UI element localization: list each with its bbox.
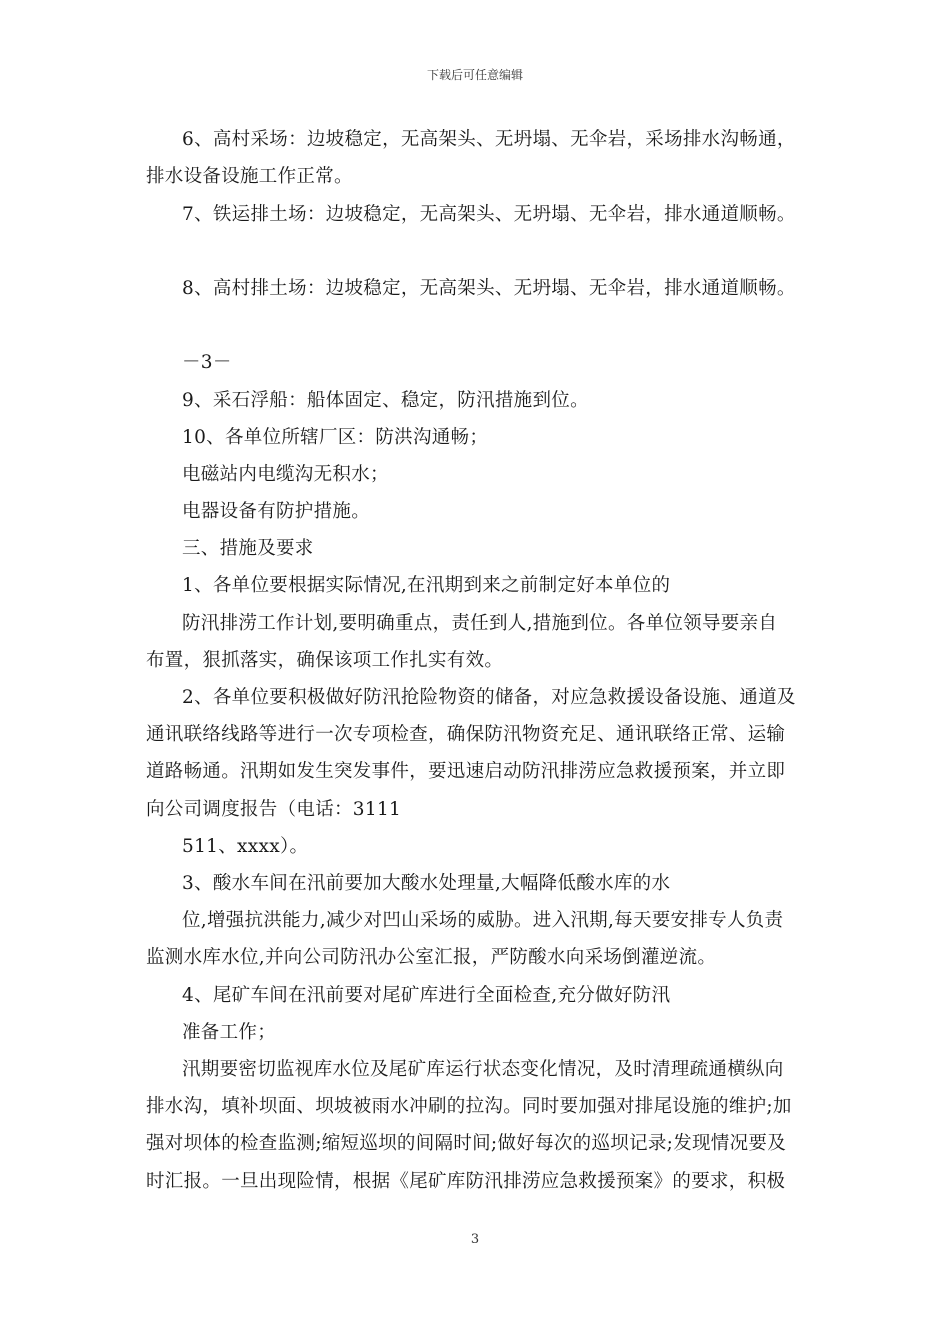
text-line: 3、酸水车间在汛前要加大酸水处理量,大幅降低酸水库的水 [182,873,671,894]
text-line: 1、各单位要根据实际情况,在汛期到来之前制定好本单位的 [182,575,671,596]
text-line: 排水沟，填补坝面、坝坡被雨水冲刷的拉沟。同时要加强对排尾设施的维护;加 [146,1096,792,1117]
text-line: 4、尾矿车间在汛前要对尾矿库进行全面检查,充分做好防汛 [182,985,671,1006]
text-line: 时汇报。一旦出现险情，根据《尾矿库防汛排涝应急救援预案》的要求，积极 [146,1171,786,1192]
page-marker: －3－ [182,352,232,373]
text-line: 防汛排涝工作计划,要明确重点，责任到人,措施到位。各单位领导要亲自 [182,613,778,634]
text-line: 2、各单位要积极做好防汛抢险物资的储备，对应急救援设备设施、通道及 [182,687,796,708]
text-line: 布置，狠抓落实，确保该项工作扎实有效。 [146,650,504,671]
text-line: 7、铁运排土场：边坡稳定，无高架头、无坍塌、无伞岩，排水通道顺畅。 [182,204,796,225]
text-line: 道路畅通。汛期如发生突发事件，要迅速启动防汛排涝应急救援预案，并立即 [146,761,786,782]
text-line: 10、各单位所辖厂区：防洪沟通畅； [182,427,489,448]
text-line: 通讯联络线路等进行一次专项检查，确保防汛物资充足、通讯联络正常、运输 [146,724,786,745]
text-line: 强对坝体的检查监测;缩短巡坝的间隔时间;做好每次的巡坝记录;发现情况要及 [146,1133,787,1154]
text-line: 位,增强抗洪能力,减少对凹山采场的威胁。进入汛期,每天要安排专人负责 [182,910,784,931]
section-heading: 三、措施及要求 [182,538,314,559]
text-line: 排水设备设施工作正常。 [146,166,353,187]
text-line: 8、高村排土场：边坡稳定，无高架头、无坍塌、无伞岩，排水通道顺畅。 [182,278,796,299]
text-line: 监测水库水位,并向公司防汛办公室汇报，严防酸水向采场倒灌逆流。 [146,947,717,968]
text-line: 6、高村采场：边坡稳定，无高架头、无坍塌、无伞岩，采场排水沟畅通， [182,129,796,150]
text-line: 向公司调度报告（电话：3111 [146,799,402,820]
text-line: 准备工作； [182,1022,277,1043]
text-line: 电磁站内电缆沟无积水； [182,464,389,485]
text-line: 511、xxxx）。 [182,836,309,857]
text-line: 9、采石浮船：船体固定、稳定，防汛措施到位。 [182,390,589,411]
page-header: 下载后可任意编辑 [426,68,523,82]
page-number: 3 [470,1232,480,1247]
text-line: 汛期要密切监视库水位及尾矿库运行状态变化情况，及时清理疏通横纵向 [182,1059,784,1080]
text-line: 电器设备有防护措施。 [182,501,371,522]
